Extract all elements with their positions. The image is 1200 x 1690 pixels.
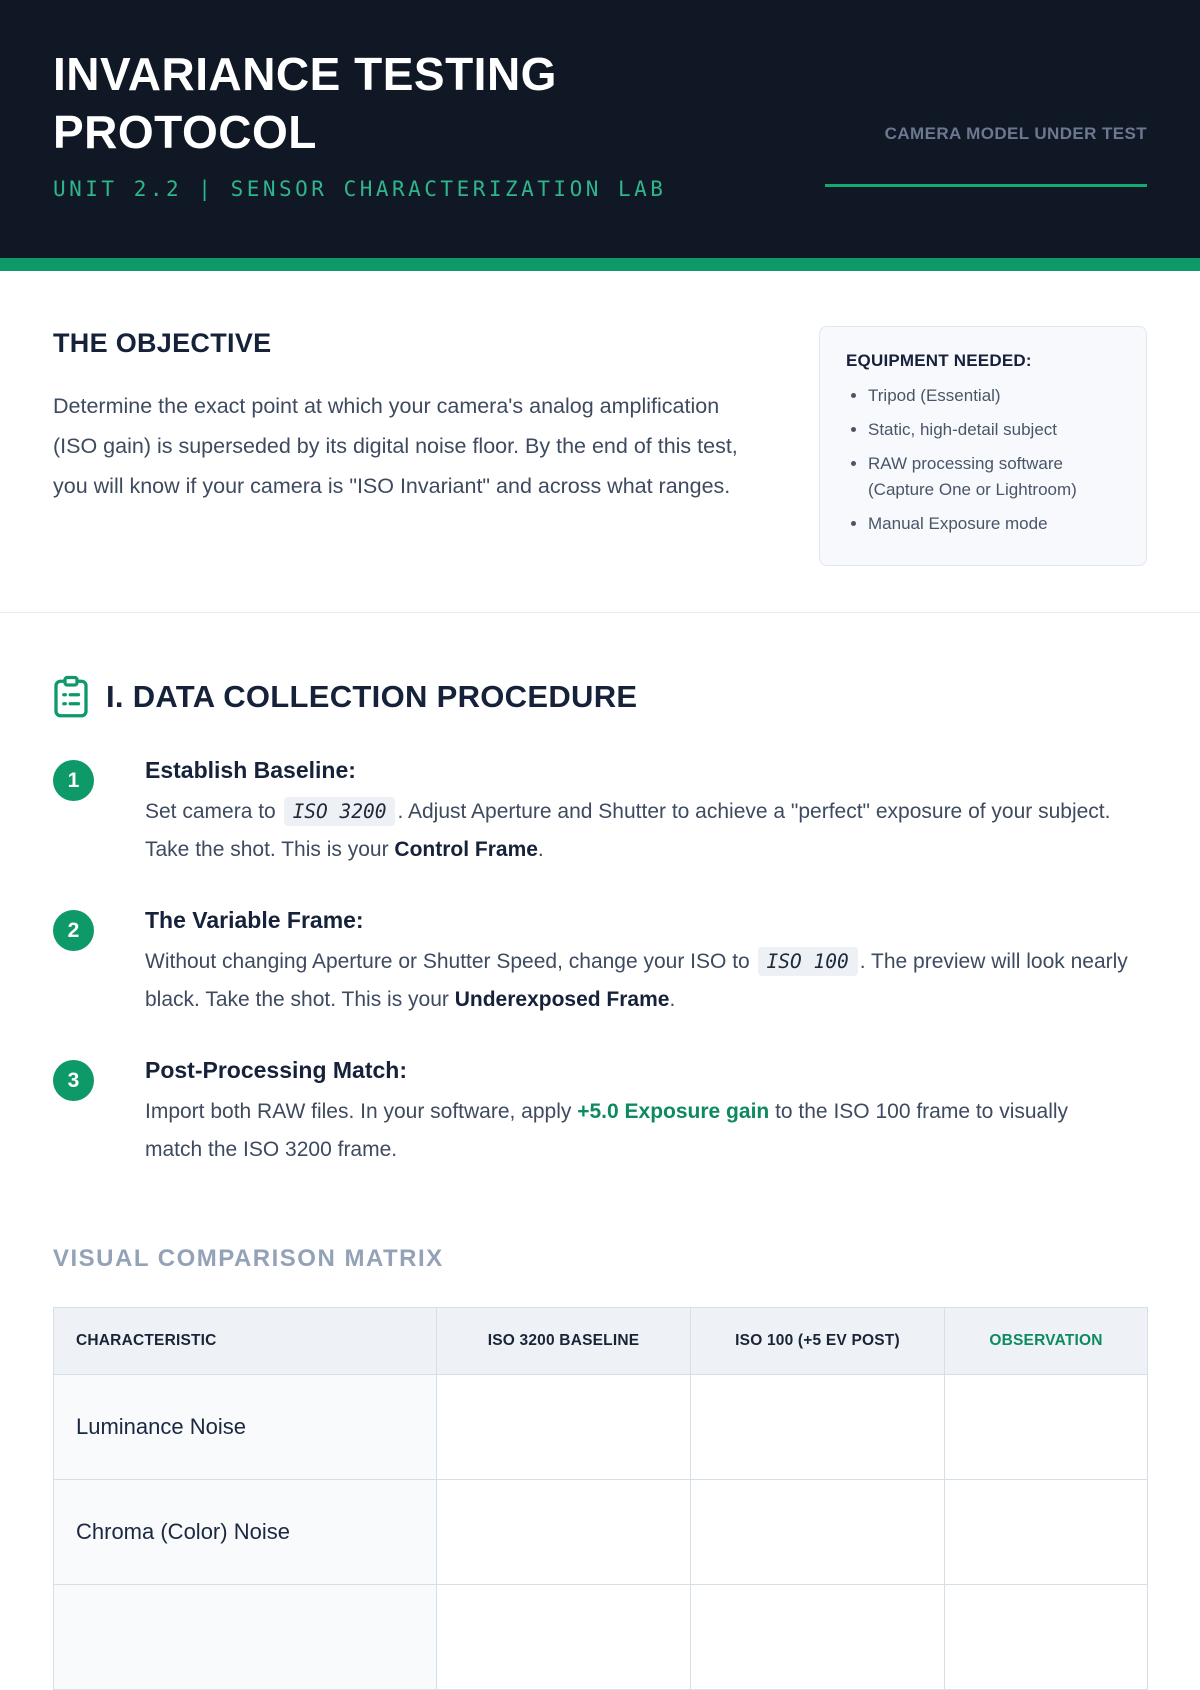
objective-body: Determine the exact point at which your camera's analog amplification (ISO gain) is superseded by its digital noise floor. By the end of this test, you will know if your camera is "ISO Invariant" and across what ranges. [53, 394, 738, 498]
clipboard-icon [53, 675, 89, 719]
procedure-section [53, 675, 1147, 1169]
iso-value-chip: ISO 100 [758, 947, 858, 976]
cell-iso100 [691, 1375, 945, 1480]
step-text-segment: . The preview will look nearly black. Take the shot. This is your [145, 950, 1128, 1011]
equipment-item: • RAW processing software (Capture One or Lightroom) [868, 451, 1120, 503]
column-header-characteristic: CHARACTERISTIC [54, 1308, 437, 1375]
camera-model-label: CAMERA MODEL UNDER TEST [884, 124, 1147, 143]
equipment-item: • Manual Exposure mode [868, 511, 1120, 537]
exposure-gain-highlight: +5.0 Exposure gain [577, 1100, 770, 1123]
step-text-segment: . [537, 838, 544, 861]
equipment-list [846, 383, 1120, 537]
objective-heading: THE OBJECTIVE [53, 328, 272, 358]
accent-bar [0, 258, 1200, 271]
cell-observation [945, 1585, 1148, 1690]
procedure-step-3 [53, 1057, 1147, 1169]
objective-section [53, 271, 1147, 566]
step-number-badge: 1 [53, 760, 94, 801]
procedure-step-2 [53, 907, 1147, 1019]
main-content [0, 271, 1200, 1690]
table-header [54, 1308, 1148, 1375]
header-subtitle: UNIT 2.2 | SENSOR CHARACTERIZATION LAB [53, 177, 667, 201]
title-line-2: PROTOCOL [53, 106, 317, 158]
procedure-step-1 [53, 757, 1147, 869]
step-text [145, 943, 1130, 1019]
step-text-segment: Import both RAW files. In your software, apply [145, 1100, 578, 1123]
equipment-item: • Static, high-detail subject [868, 417, 1120, 443]
procedure-heading-row [53, 675, 1147, 719]
column-header-observation: OBSERVATION [945, 1308, 1148, 1375]
emphasized-term: Control Frame [394, 838, 538, 861]
cell-characteristic: Luminance Noise [54, 1375, 437, 1480]
step-title: The Variable Frame: [145, 907, 364, 933]
cell-observation [945, 1375, 1148, 1480]
iso-value-chip: ISO 3200 [284, 797, 396, 826]
header [0, 0, 1200, 258]
cell-baseline [437, 1585, 691, 1690]
title-line-1: INVARIANCE TESTING [53, 48, 557, 100]
cell-characteristic [54, 1585, 437, 1690]
step-body [145, 1057, 1130, 1169]
cell-observation [945, 1480, 1148, 1585]
emphasized-term: Underexposed Frame [454, 988, 670, 1011]
table-row [54, 1585, 1148, 1690]
table-row [54, 1480, 1148, 1585]
step-body [145, 757, 1130, 869]
comparison-table [53, 1307, 1148, 1690]
table-row [54, 1375, 1148, 1480]
cell-baseline [437, 1375, 691, 1480]
equipment-heading: EQUIPMENT NEEDED: [846, 351, 1032, 370]
step-title: Post-Processing Match: [145, 1057, 407, 1083]
step-text [145, 793, 1130, 869]
column-header-baseline: ISO 3200 BASELINE [437, 1308, 691, 1375]
camera-model-field [825, 124, 1147, 187]
cell-baseline [437, 1480, 691, 1585]
step-text-segment: Without changing Aperture or Shutter Speed, change your ISO to [145, 950, 756, 973]
step-text-segment: . [669, 988, 676, 1011]
step-title: Establish Baseline: [145, 757, 356, 783]
section-divider [0, 612, 1200, 613]
equipment-item: • Tripod (Essential) [868, 383, 1120, 409]
step-text-segment: to the ISO 100 frame to visually match the ISO 3200 frame. [145, 1100, 1069, 1161]
cell-characteristic: Chroma (Color) Noise [54, 1480, 437, 1585]
step-text-segment: Set camera to [145, 800, 282, 823]
matrix-heading: VISUAL COMPARISON MATRIX [53, 1245, 444, 1272]
step-text [145, 1093, 1130, 1169]
step-body [145, 907, 1130, 1019]
column-header-iso100: ISO 100 (+5 EV POST) [691, 1308, 945, 1375]
cell-iso100 [691, 1585, 945, 1690]
step-number-badge: 2 [53, 910, 94, 951]
table-header-row [54, 1308, 1148, 1375]
procedure-heading: I. DATA COLLECTION PROCEDURE [106, 679, 638, 714]
comparison-matrix-section [53, 1245, 1147, 1690]
step-text-segment: . Adjust Aperture and Shutter to achieve a "perfect" exposure of your subject. Take the shot. This is your [145, 800, 1111, 861]
cell-iso100 [691, 1480, 945, 1585]
table-body [54, 1375, 1148, 1690]
equipment-box [819, 326, 1147, 566]
camera-model-fill-line [825, 184, 1147, 187]
step-number-badge: 3 [53, 1060, 94, 1101]
objective-column [53, 328, 755, 566]
